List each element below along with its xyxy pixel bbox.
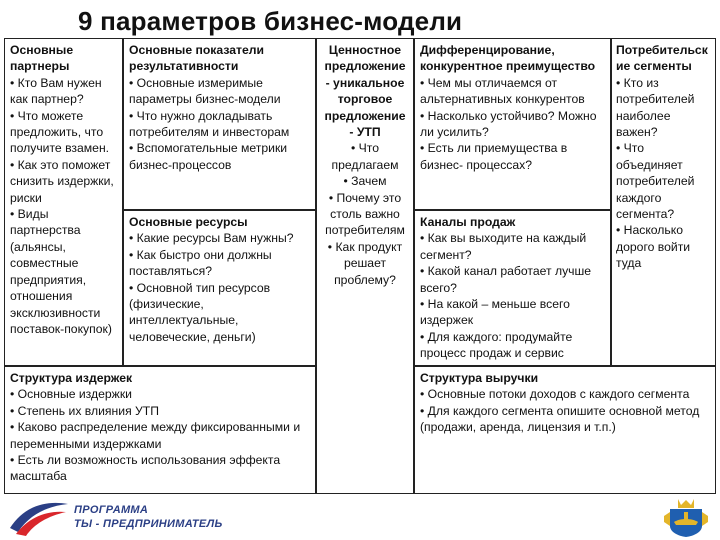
list-item: • Как это поможет снизить издержки, риски <box>10 157 117 206</box>
list-item: • Основной тип ресурсов (физические, интеллектуальные, человеческие, деньги) <box>129 280 310 346</box>
key-metrics-block <box>123 38 316 210</box>
heading-line: партнеры <box>10 59 70 74</box>
logo-line-2: ТЫ - ПРЕДПРИНИМАТЕЛЬ <box>74 518 223 530</box>
cost-structure-heading: Структура издержек <box>10 371 133 385</box>
logo-line-1: ПРОГРАММА <box>74 504 149 516</box>
heading-line: ие сегменты <box>616 59 692 74</box>
revenue-structure-block <box>414 366 716 494</box>
list-item: • Зачем <box>321 173 409 189</box>
heading-line: Потребительск <box>616 43 708 57</box>
list-item: • Есть ли возможность использования эффекта масштаба <box>10 452 310 485</box>
key-partners-heading <box>10 42 117 75</box>
customer-segments-block <box>611 38 716 366</box>
page-title: 9 параметров бизнес-модели <box>78 6 463 36</box>
heading-line: Основные <box>10 43 74 57</box>
key-resources-block <box>123 210 316 366</box>
coat-of-arms-icon <box>660 496 712 538</box>
list-item: • Какие ресурсы Вам нужны? <box>129 230 310 246</box>
list-item: • Почему это столь важно потребителям <box>321 190 409 239</box>
list-item: • Кто из потребителей наиболее важен? <box>616 75 711 141</box>
list-item: • Насколько дорого войти туда <box>616 222 711 271</box>
list-item: • Виды партнерства (альянсы, совместные предприятия, отношения эксклюзивности поставок-покупок) <box>10 206 117 337</box>
key-partners-block <box>4 38 123 366</box>
heading-line: торговое <box>337 92 393 107</box>
list-item: • Как быстро они должны поставляться? <box>129 247 310 280</box>
customer-segments-heading <box>616 42 711 75</box>
heading-line: предложение <box>324 59 406 74</box>
list-item: • Кто Вам нужен как партнер? <box>10 75 117 108</box>
list-item: • На какой – меньше всего издержек <box>420 296 605 329</box>
list-item: • Как вы выходите на каждый сегмент? <box>420 230 605 263</box>
list-item: • Чем мы отличаемся от альтернативных конкурентов <box>420 75 605 108</box>
heading-line: результативности <box>129 59 239 74</box>
list-item: • Что объединяет потребителей каждого сегмента? <box>616 140 711 222</box>
swoosh-icon <box>6 498 70 536</box>
value-proposition-heading <box>321 42 409 140</box>
heading-line: Дифференцирование, <box>420 43 555 57</box>
program-logo <box>6 498 246 536</box>
list-item: • Основные издержки <box>10 386 310 402</box>
list-item: • Есть ли приемущества в бизнес- процессах? <box>420 140 605 173</box>
list-item: • Что нужно докладывать потребителям и инвесторам <box>129 108 310 141</box>
list-item: • Как продукт решает проблему? <box>321 239 409 288</box>
heading-line: предложение <box>324 108 406 123</box>
list-item: • Основные потоки доходов с каждого сегмента <box>420 386 710 402</box>
value-proposition-block <box>316 38 414 494</box>
list-item: • Каково распределение между фиксированными и переменными издержками <box>10 419 310 452</box>
list-item: • Какой канал работает лучше всего? <box>420 263 605 296</box>
list-item: • Насколько устойчиво? Можно ли усилить? <box>420 108 605 141</box>
heading-line: конкурентное преимущество <box>420 59 596 74</box>
sales-channels-block <box>414 210 611 366</box>
list-item: • Для каждого сегмента опишите основной метод (продажи, аренда, лицензия и т.п.) <box>420 403 710 436</box>
heading-line: Основные показатели <box>129 43 264 57</box>
differentiation-block <box>414 38 611 210</box>
list-item: • Степень их влияния УТП <box>10 403 310 419</box>
list-item: • Что можете предложить, что получите взамен. <box>10 108 117 157</box>
cost-structure-block <box>4 366 316 494</box>
differentiation-heading <box>420 42 605 75</box>
sales-channels-heading: Каналы продаж <box>420 215 516 229</box>
revenue-structure-heading: Структура выручки <box>420 371 539 385</box>
list-item: • Что предлагаем <box>321 140 409 173</box>
list-item: • Для каждого: продумайте процесс продаж и сервис <box>420 329 605 362</box>
key-resources-heading: Основные ресурсы <box>129 215 248 229</box>
heading-line: - УТП <box>349 125 381 140</box>
key-metrics-heading <box>129 42 310 75</box>
heading-line: Ценностное <box>328 43 402 57</box>
list-item: • Основные измеримые параметры бизнес-модели <box>129 75 310 108</box>
heading-line: - уникальное <box>325 75 405 90</box>
list-item: • Вспомогательные метрики бизнес-процессов <box>129 140 310 173</box>
